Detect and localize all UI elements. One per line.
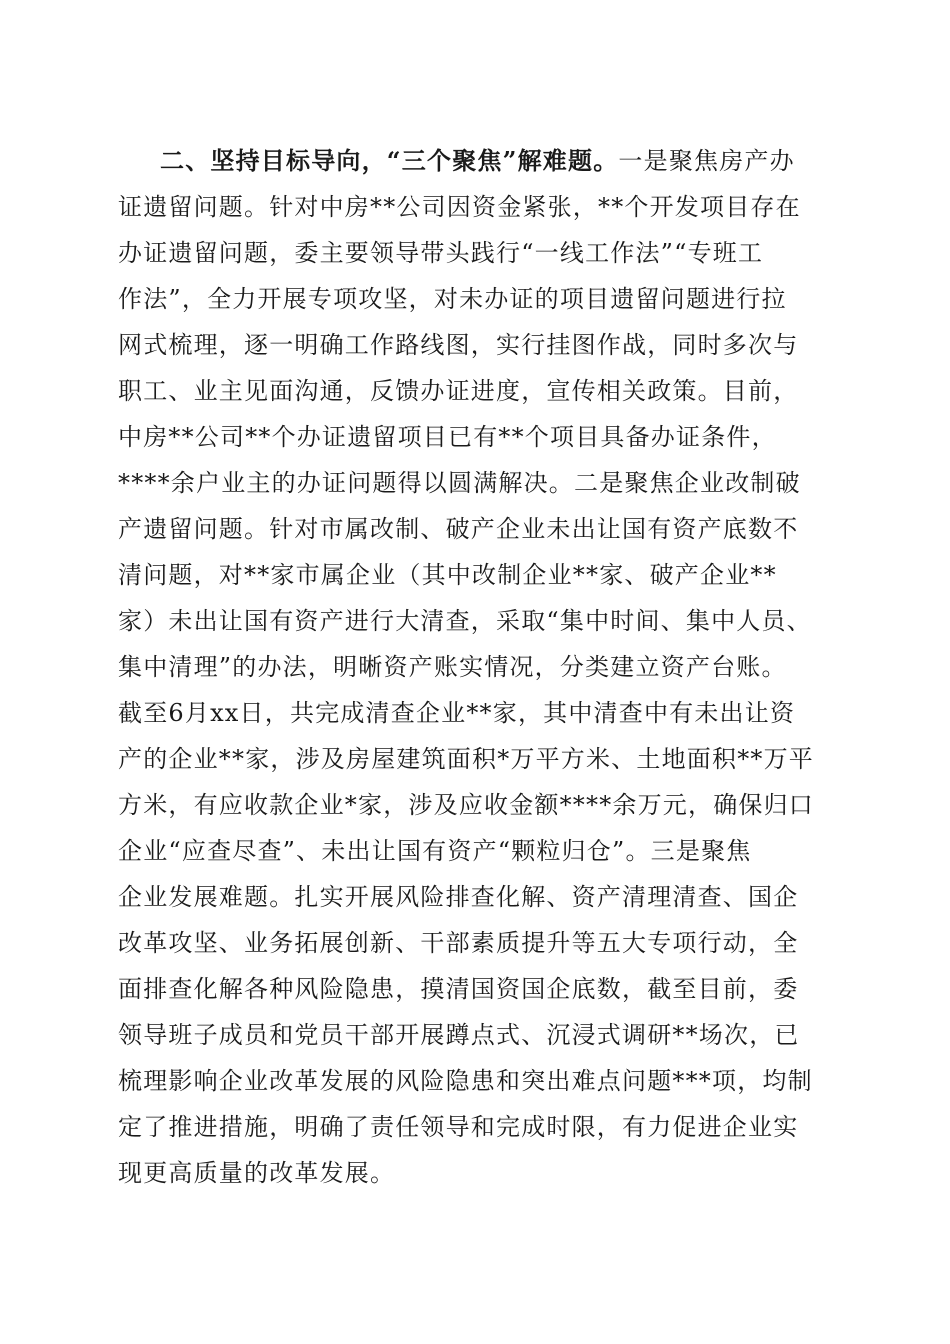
line-text: 一是聚焦房产办 — [618, 147, 795, 175]
paragraph-line-17: 企业发展难题。扎实开展风险排查化解、资产清理清查、国企 — [118, 883, 799, 911]
paragraph-line-22: 定了推进措施，明确了责任领导和完成时限，有力促进企业实 — [118, 1113, 799, 1141]
paragraph-line-3: 办证遗留问题，委主要领导带头践行“一线工作法”“专班工 — [118, 239, 764, 267]
paragraph-line-6: 职工、业主见面沟通，反馈办证进度，宣传相关政策。目前， — [118, 377, 799, 405]
paragraph-line-20: 领导班子成员和党员干部开展蹲点式、沉浸式调研**场次，已 — [118, 1021, 800, 1049]
paragraph-line-23: 现更高质量的改革发展。 — [118, 1159, 396, 1187]
paragraph-line-16: 企业“应查尽查”、未出让国有资产“颗粒归仓”。三是聚焦 — [118, 837, 752, 865]
paragraph-line-4: 作法”，全力开展专项攻坚，对未办证的项目遗留问题进行拉 — [118, 285, 787, 313]
section-heading: 二、坚持目标导向，“三个聚焦”解难题。 — [160, 146, 619, 175]
paragraph-line-14: 产的企业**家，涉及房屋建筑面积*万平方米、土地面积**万平 — [118, 745, 814, 773]
paragraph-line-19: 面排查化解各种风险隐患，摸清国资国企底数，截至目前，委 — [118, 975, 799, 1003]
paragraph-line-12: 集中清理”的办法，明晰资产账实情况，分类建立资产台账。 — [118, 653, 787, 681]
paragraph-line-21: 梳理影响企业改革发展的风险隐患和突出难点问题***项，均制 — [118, 1067, 813, 1095]
paragraph-line-7: 中房**公司**个办证遗留项目已有**个项目具备办证条件， — [118, 423, 777, 451]
paragraph-line-5: 网式梳理，逐一明确工作路线图，实行挂图作战，同时多次与 — [118, 331, 799, 359]
paragraph-line-1 — [160, 146, 795, 176]
paragraph-line-8: ****余户业主的办证问题得以圆满解决。二是聚焦企业改制破 — [118, 469, 801, 497]
paragraph-line-10: 清问题，对**家市属企业（其中改制企业**家、破产企业** — [118, 561, 777, 589]
paragraph-line-13: 截至6月xx日，共完成清查企业**家，其中清查中有未出让资 — [118, 699, 796, 727]
paragraph-line-2: 证遗留问题。针对中房**公司因资金紧张，**个开发项目存在 — [118, 193, 801, 221]
paragraph-line-18: 改革攻坚、业务拓展创新、干部素质提升等五大专项行动，全 — [118, 929, 799, 957]
paragraph-line-11: 家）未出让国有资产进行大清查，采取“集中时间、集中人员、 — [118, 607, 812, 635]
paragraph-line-15: 方米，有应收款企业*家，涉及应收金额****余万元，确保归口 — [118, 791, 814, 819]
paragraph-line-9: 产遗留问题。针对市属改制、破产企业未出让国有资产底数不 — [118, 515, 799, 543]
